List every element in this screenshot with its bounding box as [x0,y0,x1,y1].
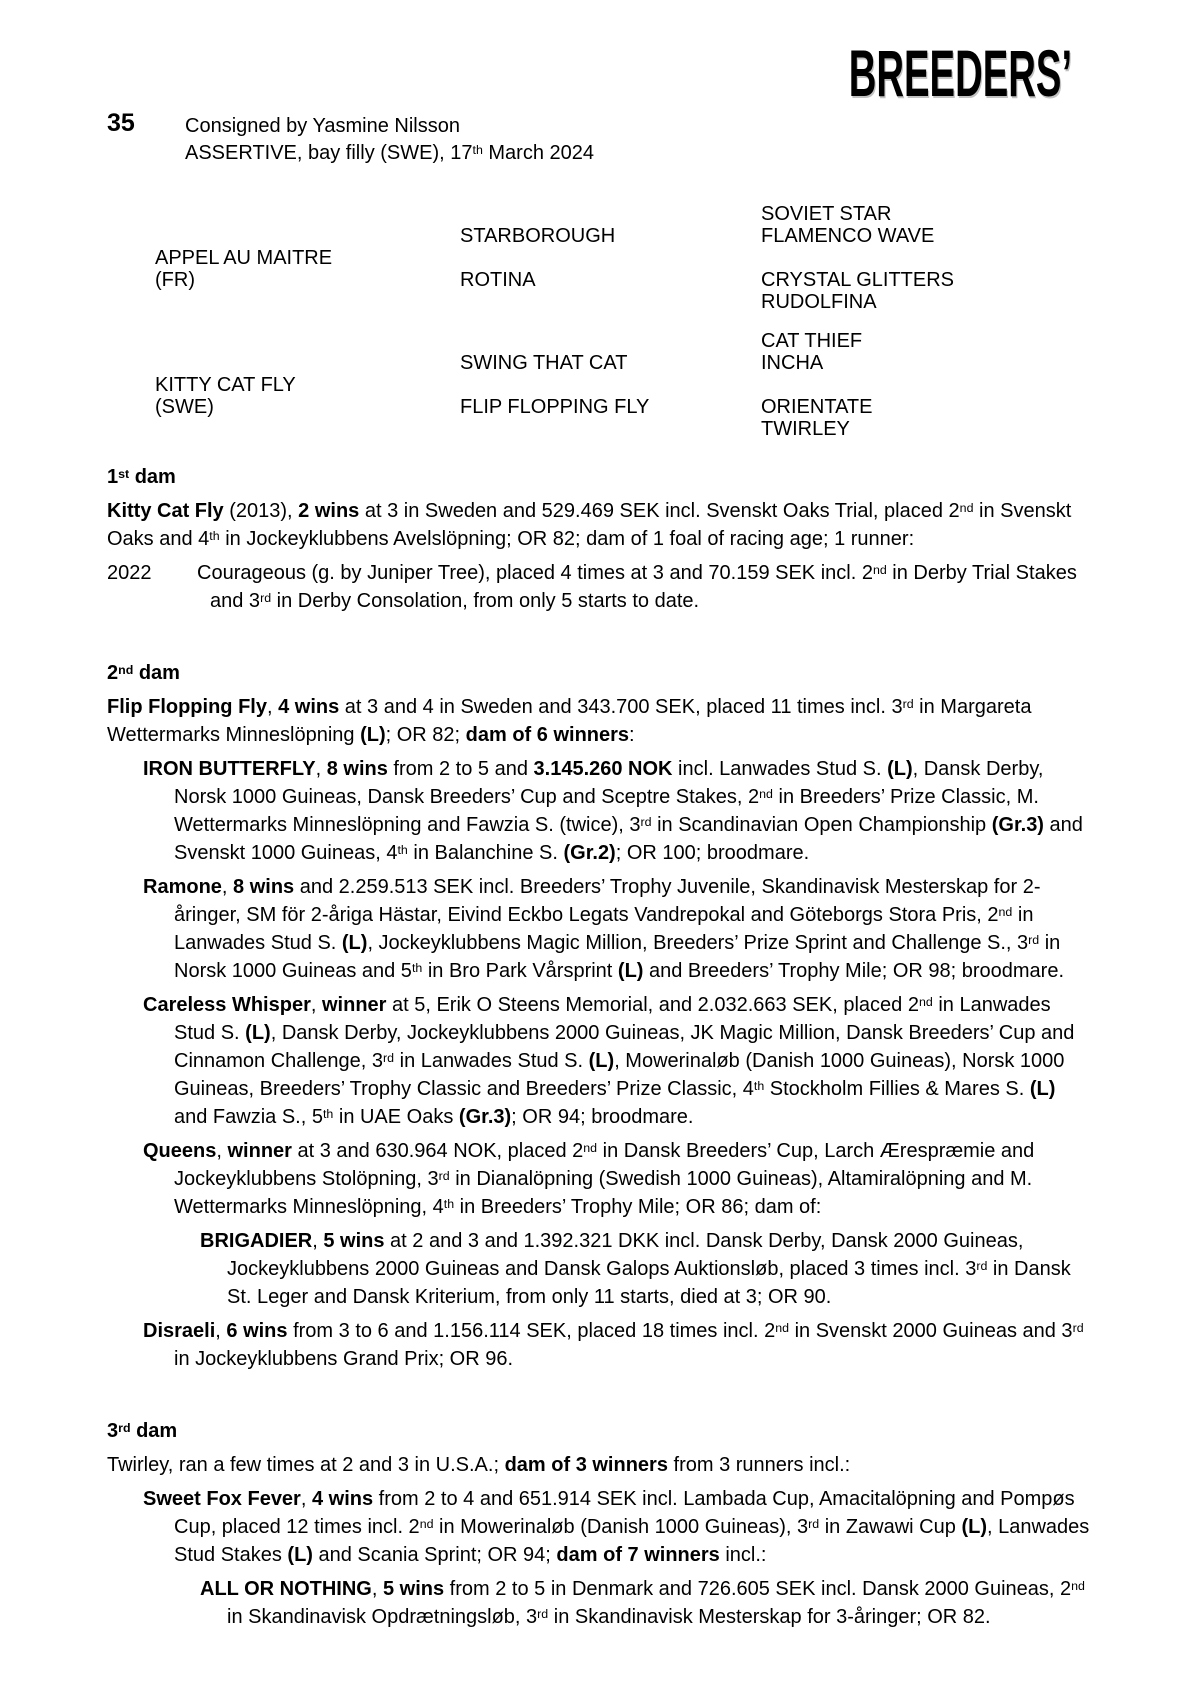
text-run: and Svenskt 1000 Guineas, 4 [174,814,1083,864]
text-run: , Lanwades Stud Stakes [174,1516,1090,1566]
ordinal-superscript: rd [640,814,652,829]
text-run: dam [130,1420,178,1442]
text-run: (L) [1029,1078,1056,1100]
text-run: dam [129,466,176,488]
pedigree-sire-dam-dam: RUDOLFINA [761,291,877,313]
text-run: , [221,876,234,898]
text-run: , [300,1488,312,1510]
ordinal-superscript: st [118,466,130,481]
text-run: in Dansk St. Leger and Dansk Kriterium, from only 11 starts, died at 3; OR 90. [227,1258,1071,1308]
pedigree-sire-sire: STARBOROUGH [460,225,616,247]
catalogue-paragraph [107,1137,1090,1221]
pedigree-dam: KITTY CAT FLY [155,374,296,396]
ordinal-superscript: th [443,1196,455,1211]
text-run: IRON BUTTERFLY [143,758,316,780]
catalogue-paragraph [107,497,1090,553]
catalogue-paragraph [107,873,1090,985]
text-run: and Fawzia S., 5 [174,1106,323,1128]
ordinal-superscript: rd [976,1258,988,1273]
text-run: Kitty Cat Fly [107,500,224,522]
ordinal-superscript: rd [902,696,914,711]
text-run: at 3 and 630.964 NOK, placed 2 [291,1140,584,1162]
pedigree-sire-dam: ROTINA [460,269,536,291]
text-run: Queens [143,1140,217,1162]
text-run: in Scandinavian Open Championship [651,814,992,836]
text-run: in Breeders’ Prize Classic, M. Wettermarks Minneslöpning and Fawzia S. (twice), 3 [174,786,1039,836]
text-run: from 2 to 5 and [387,758,534,780]
text-run: and Scania Sprint; OR 94; [312,1544,557,1566]
text-run: : [629,724,635,746]
ordinal-superscript: th [209,528,220,543]
text-run: (Gr.3) [991,814,1044,836]
pedigree-sire-sire-dam: FLAMENCO WAVE [761,225,935,247]
catalogue-paragraph [107,755,1090,867]
text-run: Disraeli [143,1320,216,1342]
ordinal-superscript: th [397,842,408,857]
dam-sections [107,463,1090,1637]
text-run: in Breeders’ Trophy Mile; OR 86; dam of: [454,1196,822,1218]
ordinal-superscript: nd [918,994,933,1009]
dam-section-heading [107,659,1090,687]
text-run: from 3 to 6 and 1.156.114 SEK, placed 18 times incl. 2 [287,1320,776,1342]
ordinal-superscript: th [322,1106,334,1121]
horse-title-date: March 2024 [482,142,595,164]
ordinal-superscript: nd [583,1140,598,1155]
catalogue-paragraph [107,1317,1090,1373]
text-run: and Breeders’ Trophy Mile; OR 98; broodmare. [643,960,1065,982]
ordinal-superscript: rd [1028,932,1040,947]
text-run: in Lanwades Stud S. [394,1050,589,1072]
text-run: (Gr.3) [458,1106,512,1128]
text-run: winner [321,994,387,1016]
text-run: in Derby Consolation, from only 5 starts to date. [271,590,700,612]
text-run: from 2 to 4 and 651.914 SEK incl. Lambada Cup, Amacitalöpning and Pompøs Cup, placed 12 times incl. 2 [174,1488,1075,1538]
text-run: dam of 7 winners [556,1544,720,1566]
consignor-line: Consigned by Yasmine Nilsson [185,115,460,137]
text-run: from 3 runners incl.: [667,1454,851,1476]
text-run: in Skandinavisk Opdrætningsløb, 3 [227,1606,538,1628]
text-run: 1 [107,466,119,488]
text-run: in Derby Trial Stakes and 3 [210,562,1077,612]
text-run: , Dansk Derby, Jockeyklubbens 2000 Guineas, JK Magic Million, Dansk Breeders’ Cup and Cinnamon Challenge, 3 [174,1022,1075,1072]
text-run: 4 wins [311,1488,374,1510]
pedigree-dam-sire-dam: INCHA [761,352,824,374]
ordinal-superscript: nd [959,500,974,515]
text-run: Flip Flopping Fly [107,696,267,718]
text-run: 3.145.260 NOK [533,758,673,780]
text-run: in Dianalöpning (Swedish 1000 Guineas), Altamiralöpning and M. Wettermarks Minneslöpning, 4 [174,1168,1033,1218]
text-run: 2 [107,662,119,684]
pedigree-sire-sire-sire: SOVIET STAR [761,203,892,225]
ordinal-superscript: nd [118,662,134,677]
text-run: in Mowerinaløb (Danish 1000 Guineas), 3 [433,1516,809,1538]
text-run: , [315,758,327,780]
text-run: ; OR 100; broodmare. [615,842,810,864]
text-run: in Margareta Wettermarks Minneslöpning [107,696,1032,746]
ordinal-superscript: nd [775,1320,790,1335]
text-run: dam [133,662,180,684]
pedigree-dam-country: (SWE) [155,396,214,418]
dam-section-heading [107,463,1090,491]
ordinal-superscript: rd [260,590,272,605]
dam-section-first-dam [107,463,1090,615]
text-run: (L) [961,1516,987,1538]
text-run: Courageous (g. by Juniper Tree), placed 4 times at 3 and 70.159 SEK incl. 2 [197,562,873,584]
ordinal-superscript: th [753,1078,765,1093]
text-run: 4 wins [278,696,340,718]
text-run: in Bro Park Vårsprint [422,960,618,982]
text-run: in UAE Oaks [333,1106,459,1128]
ordinal-superscript: rd [383,1050,395,1065]
text-run: in Dansk Breeders’ Cup, Larch Ærespræmie and Jockeyklubbens Stolöpning, 3 [174,1140,1035,1190]
text-run: , [216,1140,228,1162]
catalogue-paragraph [107,1227,1090,1311]
pedigree-dam-sire: SWING THAT CAT [460,352,628,374]
text-run: and 2.259.513 SEK incl. Breeders’ Trophy Juvenile, Skandinavisk Mesterskap for 2-åringer, SM för 2-åriga Hästar, Eivind Eckbo Legats Vandrepokal and Göteborgs Stora Pris, 2 [174,876,1041,926]
text-run: Stockholm Fillies & Mares S. [764,1078,1030,1100]
text-run: (L) [617,960,644,982]
text-run: , [312,1230,324,1252]
text-run: , Dansk Derby, Norsk 1000 Guineas, Dansk Breeders’ Cup and Sceptre Stakes, 2 [174,758,1044,808]
ordinal-superscript: nd [419,1516,434,1531]
text-run: at 2 and 3 and 1.392.321 DKK incl. Dansk Derby, Dansk 2000 Guineas, Jockeyklubbens 2000 Guineas and Dansk Galops Auktionsløb, placed 3 times incl. 3 [227,1230,1024,1280]
text-run: Sweet Fox Fever [143,1488,301,1510]
text-run: Ramone [143,876,222,898]
breeders-logo: BREEDERS’ [848,36,1072,110]
text-run: from 2 to 5 in Denmark and 726.605 SEK incl. Dansk 2000 Guineas, 2 [444,1578,1072,1600]
text-run: , [310,994,322,1016]
catalogue-paragraph [107,1485,1090,1569]
text-run: dam of 3 winners [504,1454,668,1476]
ordinal-superscript: th [472,142,483,157]
text-run: 2 wins [298,500,360,522]
horse-title [185,140,594,166]
text-run: at 5, Erik O Steens Memorial, and 2.032.663 SEK, placed 2 [386,994,919,1016]
text-run: in Jockeyklubbens Avelslöpning; OR 82; dam of 1 foal of racing age; 1 runner: [219,528,915,550]
text-run: (Gr.2) [563,842,616,864]
text-run: (2013), [223,500,299,522]
ordinal-superscript: rd [1072,1320,1084,1335]
ordinal-superscript: nd [872,562,887,577]
text-run: incl. Lanwades Stud S. [672,758,888,780]
lot-header [107,110,460,139]
catalogue-paragraph [107,991,1090,1131]
catalogue-paragraph [107,1451,1090,1479]
text-run: 8 wins [326,758,388,780]
text-run: (L) [287,1544,313,1566]
lot-number: 35 [107,109,135,137]
catalogue-paragraph [107,1575,1090,1631]
produce-year: 2022 [107,562,152,584]
text-run: in Skandinavisk Mesterskap for 3-åringer; OR 82. [548,1606,991,1628]
text-run: 6 wins [226,1320,288,1342]
pedigree-dam-dam-dam: TWIRLEY [761,418,850,440]
text-run: at 3 in Sweden and 529.469 SEK incl. Svenskt Oaks Trial, placed 2 [359,500,960,522]
text-run: winner [227,1140,292,1162]
ordinal-superscript: th [411,960,423,975]
ordinal-superscript: rd [438,1168,450,1183]
text-run: (L) [588,1050,615,1072]
text-run: , [266,696,279,718]
ordinal-superscript: nd [998,904,1013,919]
ordinal-superscript: nd [1071,1578,1085,1593]
text-run: in Balanchine S. [407,842,564,864]
pedigree-dam-dam-sire: ORIENTATE [761,396,873,418]
text-run: Careless Whisper [143,994,311,1016]
text-run: in Svenskt 2000 Guineas and 3 [789,1320,1073,1342]
text-run: in Zawawi Cup [819,1516,962,1538]
text-run: dam of 6 winners [465,724,630,746]
text-run: Twirley, ran a few times at 2 and 3 in U.S.A.; [107,1454,505,1476]
horse-title-text: ASSERTIVE, bay filly (SWE), 17 [185,142,473,164]
text-run: (L) [360,724,386,746]
text-run: in Lanwades Stud S. [174,994,1051,1044]
ordinal-superscript: rd [808,1516,820,1531]
catalogue-paragraph [107,559,1090,615]
pedigree-table [107,203,1090,443]
text-run: (L) [887,758,913,780]
text-run: 5 wins [323,1230,385,1252]
text-run: in Svenskt Oaks and 4 [107,500,1072,550]
text-run: (L) [341,932,368,954]
text-run: 3 [107,1420,119,1442]
ordinal-superscript: nd [759,786,773,801]
dam-section-second-dam [107,659,1090,1373]
text-run: ; OR 82; [385,724,466,746]
text-run: , [215,1320,227,1342]
pedigree-sire-dam-sire: CRYSTAL GLITTERS [761,269,955,291]
text-run: , [371,1578,383,1600]
text-run: , Jockeyklubbens Magic Million, Breeders’ Prize Sprint and Challenge S., 3 [367,932,1029,954]
pedigree-dam-dam: FLIP FLOPPING FLY [460,396,650,418]
text-run: ALL OR NOTHING [200,1578,372,1600]
text-run: (L) [245,1022,271,1044]
text-run: in Norsk 1000 Guineas and 5 [174,932,1061,982]
text-run: ; OR 94; broodmare. [511,1106,694,1128]
dam-section-heading [107,1417,1090,1445]
text-run: 5 wins [382,1578,445,1600]
ordinal-superscript: rd [537,1606,549,1621]
text-run: , Mowerinaløb (Danish 1000 Guineas), Norsk 1000 Guineas, Breeders’ Trophy Classic and Breeders’ Prize Classic, 4 [174,1050,1065,1100]
text-run: in Lanwades Stud S. [174,904,1034,954]
text-run: BRIGADIER [200,1230,313,1252]
text-run: 8 wins [233,876,295,898]
text-run: in Jockeyklubbens Grand Prix; OR 96. [174,1348,514,1370]
ordinal-superscript: rd [118,1420,131,1435]
pedigree-sire-country: (FR) [155,269,195,291]
catalogue-paragraph [107,693,1090,749]
pedigree-dam-sire-sire: CAT THIEF [761,330,863,352]
pedigree-sire: APPEL AU MAITRE [155,247,333,269]
text-run: at 3 and 4 in Sweden and 343.700 SEK, placed 11 times incl. 3 [339,696,903,718]
text-run: incl.: [719,1544,767,1566]
dam-section-third-dam [107,1417,1090,1631]
